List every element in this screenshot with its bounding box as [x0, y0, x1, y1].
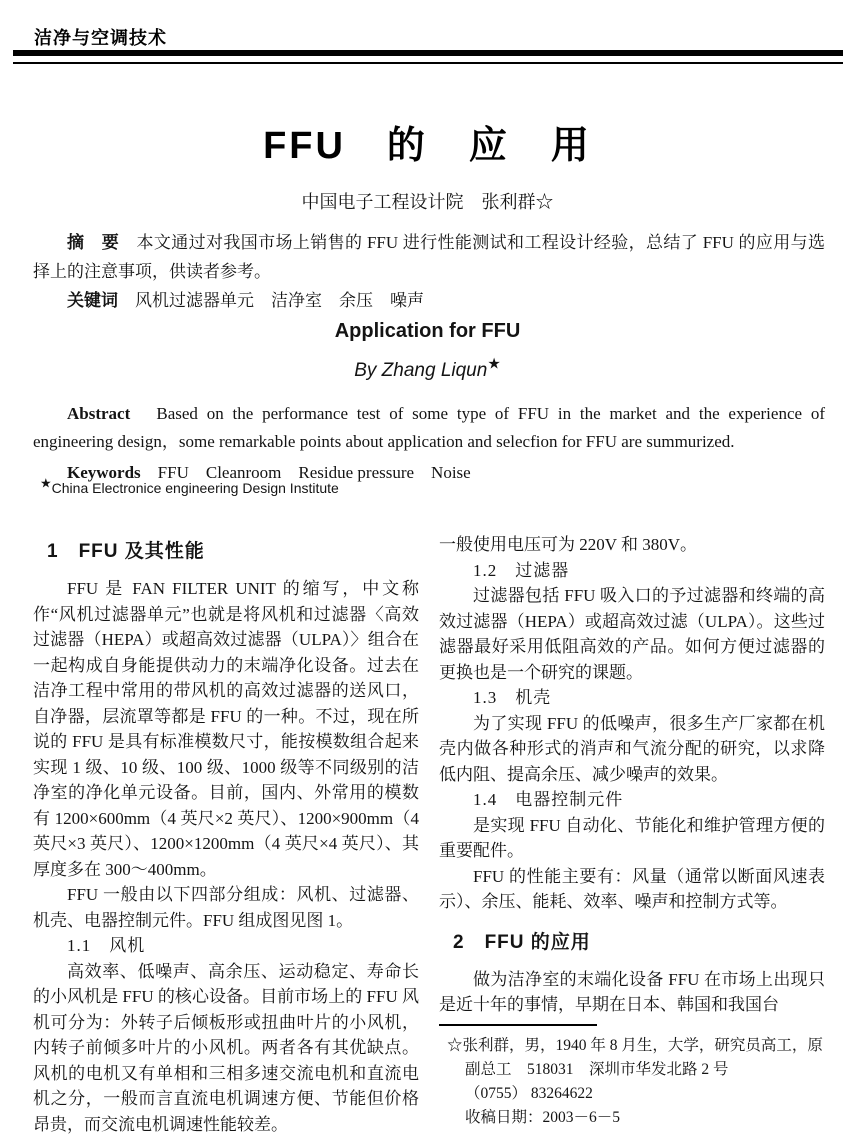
body-paragraph: FFU 一般由以下四部分组成：风机、过滤器、机壳、电器控制元件。FFU 组成图见图 1。 [33, 885, 419, 930]
article-title: FFU 的 应 用 [263, 125, 592, 167]
subsection-1-3-heading: 1.3 机壳 [473, 688, 552, 707]
section-2-heading: 2 FFU 的应用 [453, 931, 591, 953]
english-abstract-label: Abstract [67, 404, 131, 423]
header-rule-thick [13, 50, 843, 56]
affiliation-footnote [40, 475, 339, 496]
section-1-heading: 1 FFU 及其性能 [47, 541, 205, 562]
keywords-text: 风机过滤器单元 洁净室 余压 噪声 [135, 291, 424, 310]
footnote-line: （0755） 83264622 [465, 1084, 593, 1102]
body-paragraph-continuation: 一般使用电压可为 220V 和 380V。 [439, 535, 697, 554]
body-paragraph: 过滤器包括 FFU 吸入口的予过滤器和终端的高效过滤器（HEPA）或超高效过滤（ULPA）。这些过滤器最好采用低阻高效的产品。如何方便过滤器的更换也是一个研究的课题。 [439, 586, 825, 682]
author-footnote [439, 1024, 825, 1130]
byline-text: By Zhang Liqun [354, 360, 488, 381]
body-paragraph: FFU 是 FAN FILTER UNIT 的缩写，中文称作“风机过滤器单元”也就是将风机和过滤器〈高效过滤器（HEPA）或超高效过滤器（ULPA）〉组合在一起构成自身能提供动力的末端净化设备。过去在洁净工程中常用的带风机的高效过滤器的送风口，自净器，层流罩等都是 FFU 的一种。不过，现在所说的 FFU 是具有标准模数尺寸，能按模数组合起来实现 1 级、10 级、100 级、1000 级等不同级别的洁净室的净化单元设备。目前，国内、外常用的模数有 1200×600mm（4 英尺×2 英尺）、1200×900mm（4 英尺×3 英尺）、1200×1200mm（4 英尺×4 英尺）、其厚度多在 300～400mm。 [33, 579, 419, 879]
english-abstract-block [33, 400, 825, 487]
abstract-label: 摘 要 [67, 233, 120, 252]
subsection-1-4-heading: 1.4 电器控制元件 [473, 790, 624, 809]
english-keywords-label: Keywords [67, 463, 141, 482]
footnote-divider [439, 1024, 597, 1026]
chinese-abstract-block [33, 228, 825, 315]
subsection-1-1-heading: 1.1 风机 [67, 936, 146, 955]
body-paragraph: 为了实现 FFU 的低噪声，很多生产厂家都在机壳内做各种形式的消声和气流分配的研究，以求降低内阻、提高余压、减少噪声的效果。 [439, 713, 825, 784]
english-byline [0, 355, 855, 382]
subsection-1-2-heading: 1.2 过滤器 [473, 560, 570, 580]
left-column [33, 532, 419, 1134]
footnote-line: ☆张利群，男，1940 年 8 月生，大学，研究员高工，原 [447, 1036, 823, 1054]
body-columns [33, 532, 825, 1134]
abstract-paragraph [33, 228, 825, 286]
english-keywords-text: FFU Cleanroom Residue pressure Noise [157, 463, 471, 482]
body-paragraph: 高效率、低噪声、高余压、运动稳定、寿命长的小风机是 FFU 的核心设备。目前市场上的 FFU 风机可分为：外转子后倾板形或扭曲叶片的小风机，内转子前倾多叶片的小风机。两者各有其优缺点。风机的电机又有单相和三相多速交流电机和直流电机之分，一般而言直流电机调速方便、节能但价格昂贵，而交流电机调速性能较差。 [33, 961, 419, 1134]
author-line: 中国电子工程设计院 张利群☆ [301, 192, 554, 212]
body-paragraph: 是实现 FFU 自动化、节能化和维护管理方便的重要配件。 [439, 815, 825, 860]
english-title: Application for FFU [334, 320, 521, 342]
footnote-line: 收稿日期：2003－6－5 [465, 1108, 621, 1126]
english-abstract-text: Based on the performance test of some type of FFU in the market and the experience of engineering design，some remarkable points about application and selecfion for FFU are summurized. [33, 404, 825, 451]
body-paragraph: FFU 的性能主要有：风量（通常以断面风速表示）、余压、能耗、效率、噪声和控制方式等。 [439, 866, 825, 911]
footnote-line: 副总工 518031 深圳市华发北路 2 号 [465, 1060, 729, 1078]
english-abstract-paragraph [33, 400, 825, 456]
byline-star-icon: ★ [487, 355, 501, 373]
journal-name: 洁净与空调技术 [34, 28, 167, 48]
affiliation-text: China Electronice engineering Design Institute [51, 480, 339, 496]
keywords-label: 关键词 [67, 291, 118, 310]
body-paragraph: 做为洁净室的末端化设备 FFU 在市场上出现只是近十年的事情，早期在日本、韩国和我国台 [439, 969, 825, 1014]
abstract-text: 本文通过对我国市场上销售的 FFU 进行性能测试和工程设计经验，总结了 FFU 的应用与选择上的注意事项，供读者参考。 [33, 233, 826, 281]
affiliation-star-icon: ★ [40, 475, 52, 491]
keywords-paragraph [33, 286, 825, 315]
right-column [439, 532, 825, 1134]
header-rule-thin [13, 62, 843, 64]
